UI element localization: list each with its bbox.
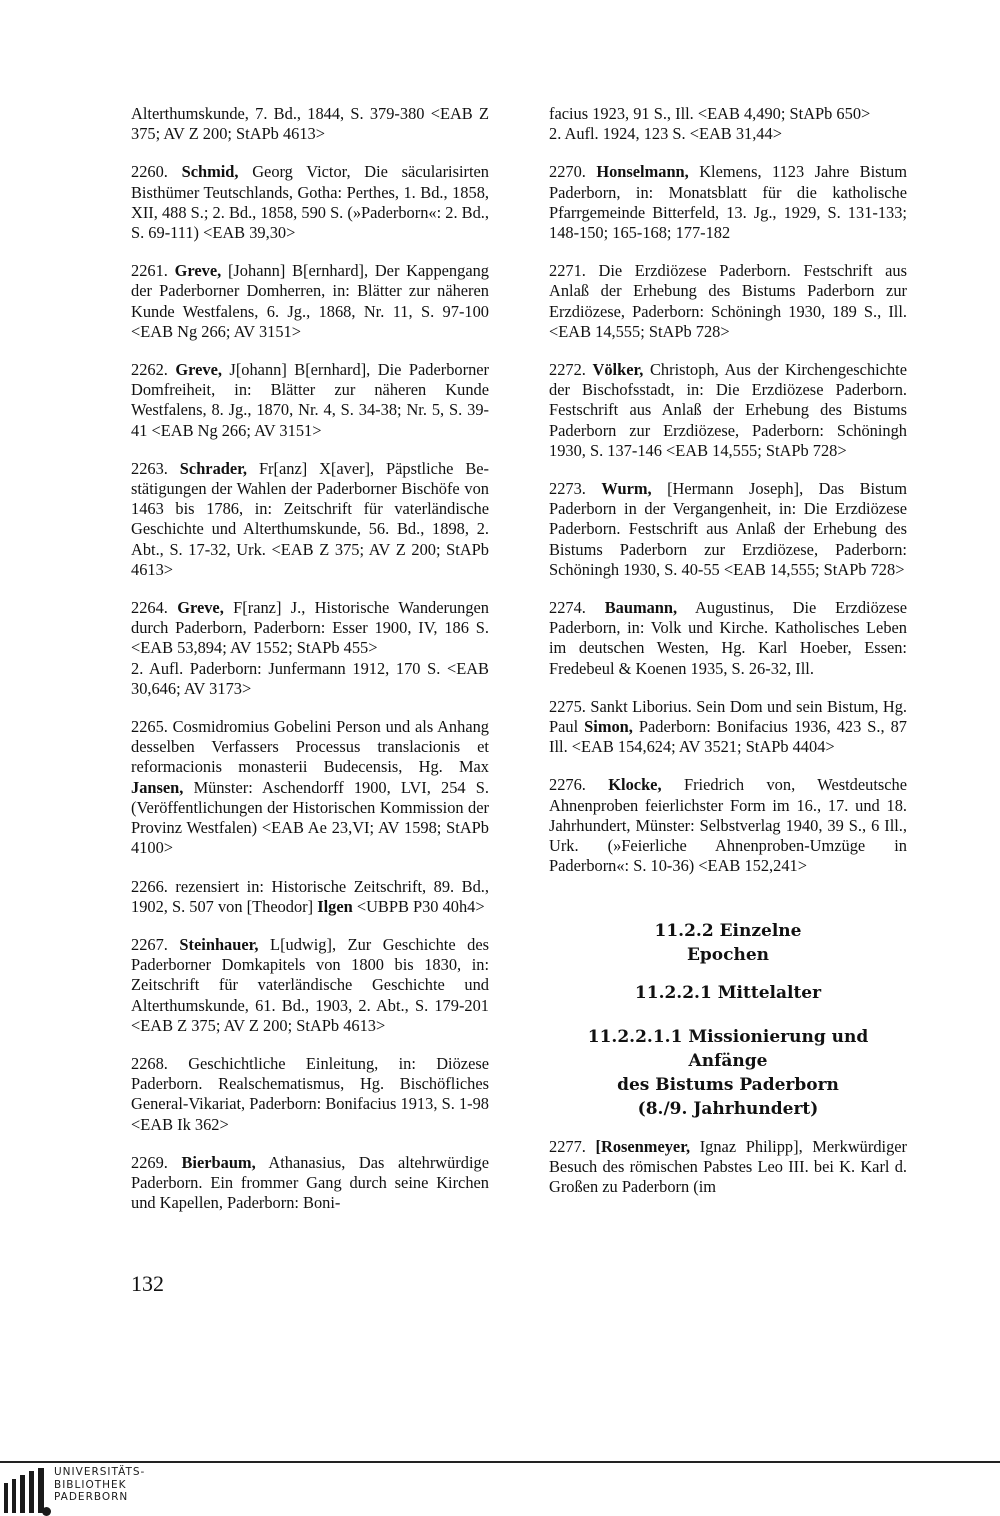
bib-entry-text: 2276. Klocke, Friedrich von, Westdeutsche Ahnenproben feierlichster Form im 16., 17. und 18. Jahrhundert, Münster: Selbstverlag 1940, 39 S., 6 Ill., Urk. (»Feierliche Ahnenproben-Umzüge in Paderborn«: S. 10-36) <EAB 152,241> (549, 775, 907, 876)
subsection-heading (549, 981, 907, 1005)
logo-line: UNIVERSITÄTS- (54, 1466, 146, 1478)
section-heading-line: 11.2.2 Einzelne (654, 920, 802, 941)
bib-entry-text: 2267. Steinhauer, L[udwig], Zur Geschichte des Paderborner Domkapitels von 1800 bis 1830, in: Zeitschrift für vaterländische Geschichte und Alterthumskunde, 61. Bd., 1903, 2. Abt., S. 179-201 <EAB Z 375; AV Z 200; StAPb 4613> (131, 934, 489, 1035)
bib-entry (131, 877, 489, 917)
subsubsection-heading-line: (8./9. Jahrhundert) (637, 1098, 819, 1119)
bib-entry-text: 2265. Cosmidromius Gobelini Person und als Anhang desselben Verfassers Processus translacionis et reformacionis monasterii Budecensis, Hg. Max Jansen, Münster: Aschendorff 1900, LVI, 254 S. (Veröffentlichungen der Historischen Kommission der Provinz Westfalen) <EAB Ae 23,VI; AV 1598; StAPb 4100> (131, 717, 489, 858)
subsubsection-heading (549, 1025, 907, 1121)
bib-entry (131, 104, 489, 144)
bib-entry (549, 697, 907, 758)
bib-entry-text: 2270. Honselmann, Klemens, 1123 Jahre Bistum Paderborn, in: Monatsblatt für die katholische Pfarrgemeinde Bitterfeld, 13. Jg., 1929, S. 131-133; 148-150; 165-168; 177-182 (549, 162, 908, 243)
library-logo (0, 1462, 150, 1513)
bib-entry-text: facius 1923, 91 S., Ill. <EAB 4,490; StAPb 650> 2. Aufl. 1924, 123 S. <EAB 31,44> (549, 104, 871, 144)
bib-entry-text: 2273. Wurm, [Hermann Joseph], Das Bistum Paderborn in der Vergangenheit, in: Die Erzdiözese Paderborn. Festschrift aus Anlaß der Erhebung des Bistums Paderborn zur Erzdiözese, Paderborn: Schöningh 1930, S. 40-55 <EAB 14,555; StAPb 728> (549, 479, 907, 579)
bib-entry-text: 2274. Baumann, Augustinus, Die Erzdiözese Paderborn, in: Volk und Kirche. Katholisches Leben im deutschen Westen, Hg. Karl Hoeber, Essen: Fredebeul & Koenen 1935, S. 26-32, Ill. (549, 598, 907, 678)
page-number: 132 (131, 1271, 164, 1296)
bib-entry (549, 261, 907, 342)
bib-entry (131, 459, 489, 580)
section-heading-line: Epochen (686, 944, 770, 965)
bib-entry-text: 2262. Greve, J[ohann] B[ernhard], Die Paderborner Domfreiheit, in: Blätter zur näheren Kunde Westfalens, 8. Jg., 1870, Nr. 4, S. 34-38; Nr. 5, S. 39-41 <EAB Ng 266; AV 3151> (131, 360, 489, 440)
bib-entry-text: 2261. Greve, [Johann] B[ernhard], Der Kappengang der Paderborner Domherren, in: Blätter zur näheren Kunde Westfalens, 6. Jg., 1868, Nr. 11, S. 97-100 <EAB Ng 266; AV 3151> (131, 261, 489, 341)
subsubsection-heading-line: des Bistums Paderborn (617, 1074, 839, 1095)
bib-entry (131, 717, 489, 858)
left-column (131, 104, 489, 1231)
bib-entry (131, 360, 489, 441)
bib-entry (549, 775, 907, 876)
logo-line: BIBLIOTHEK (54, 1478, 127, 1491)
bib-entry-text: 2266. rezensiert in: Historische Zeitschrift, 89. Bd., 1902, S. 507 von [Theodor] Ilgen <UBPB P30 40h4> (131, 876, 489, 916)
right-column (549, 104, 907, 1215)
bib-entry (131, 598, 489, 699)
logo-line: PADERBORN (54, 1491, 129, 1503)
library-logo-text (54, 1466, 145, 1504)
footer-rule (0, 1461, 1000, 1463)
bib-entry-text: 2272. Völker, Christoph, Aus der Kirchengeschichte der Bischofsstadt, in: Die Erzdiözese Paderborn. Festschrift aus Anlaß der Erhebung des Bistums Paderborn zur Erzdiözese, Paderborn: Schöningh 1930, S. 137-146 <EAB 14,555; StAPb 728> (549, 360, 908, 460)
section-heading (549, 919, 907, 967)
bib-entry-text: 2268. Geschichtliche Einleitung, in: Diözese Paderborn. Realschematismus, Hg. Bischöfliches General-Vikariat, Paderborn: Bonifacius 1913, S. 1-98 <EAB Ik 362> (131, 1053, 489, 1134)
bib-entry-text: 2275. Sankt Liborius. Sein Dom und sein Bistum, Hg. Paul Simon, Paderborn: Bonifacius 1936, 423 S., 87 Ill. <EAB 154,624; AV 3521; StAPb 4404> (549, 696, 907, 757)
bib-entry (131, 162, 489, 243)
subsubsection-heading-line: 11.2.2.1.1 Missionierung und Anfänge (587, 1026, 869, 1071)
bib-entry (549, 1137, 907, 1198)
bib-entry-text: 2277. [Rosenmeyer, Ignaz Philipp], Merkwürdiger Besuch des römischen Pabstes Leo III. bei K. Karl d. Großen zu Paderborn (im (549, 1136, 907, 1196)
bib-entry (131, 1153, 489, 1214)
bib-entry-text: Alterthumskunde, 7. Bd., 1844, S. 379-380 <EAB Z 375; AV Z 200; StAPb 4613> (131, 104, 489, 144)
bib-entry (549, 162, 907, 243)
bib-entry (131, 935, 489, 1036)
bib-entry (549, 479, 907, 580)
library-logo-bars-icon (4, 1468, 50, 1513)
bib-entry-text: 2271. Die Erzdiözese Paderborn. Festschrift aus Anlaß der Erhebung des Bistums Paderborn zur Erzdiözese, Paderborn: Schöningh 1930, 189 S., Ill. <EAB 14,555; StAPb 728> (549, 261, 907, 341)
bib-entry (549, 598, 907, 679)
bib-entry (131, 261, 489, 342)
bib-entry-text: 2269. Bierbaum, Athanasius, Das altehrwürdige Paderborn. Ein frommer Gang durch seine Kirchen und Kapellen, Paderborn: Boni- (131, 1152, 489, 1213)
bib-entry (549, 360, 907, 461)
bib-entry (549, 104, 907, 144)
bib-entry-text: 2260. Schmid, Georg Victor, Die säcularisirten Bisthümer Teutschlands, Gotha: Perthes, 1. Bd., 1858, XII, 488 S.; 2. Bd., 1858, 590 S. (»Paderborn«: 2. Bd., S. 69-111) <EAB 39,30> (131, 162, 489, 243)
bib-entry-text: 2264. Greve, F[ranz] J., Historische Wanderungen durch Paderborn, Paderborn: Esser 1900, IV, 186 S. <EAB 53,894; AV 1552; StAPb 455> 2. Aufl. Paderborn: Junfermann 1912, 170 S. <EAB 30,646; AV 3173> (131, 598, 489, 698)
bib-entry-text: 2263. Schrader, Fr[anz] X[aver], Päpstliche Bestätigungen der Wahlen der Paderborner Bischöfe von 1463 bis 1786, in: Zeitschrift für vaterländische Geschichte und Alterthumskunde, 56. Bd., 1898, 2. Abt., S. 17-32, Urk. <EAB Z 375; AV Z 200; StAPb 4613> (131, 458, 489, 579)
subsection-heading-line: 11.2.2.1 Mittelalter (634, 982, 822, 1003)
bib-entry (131, 1054, 489, 1135)
